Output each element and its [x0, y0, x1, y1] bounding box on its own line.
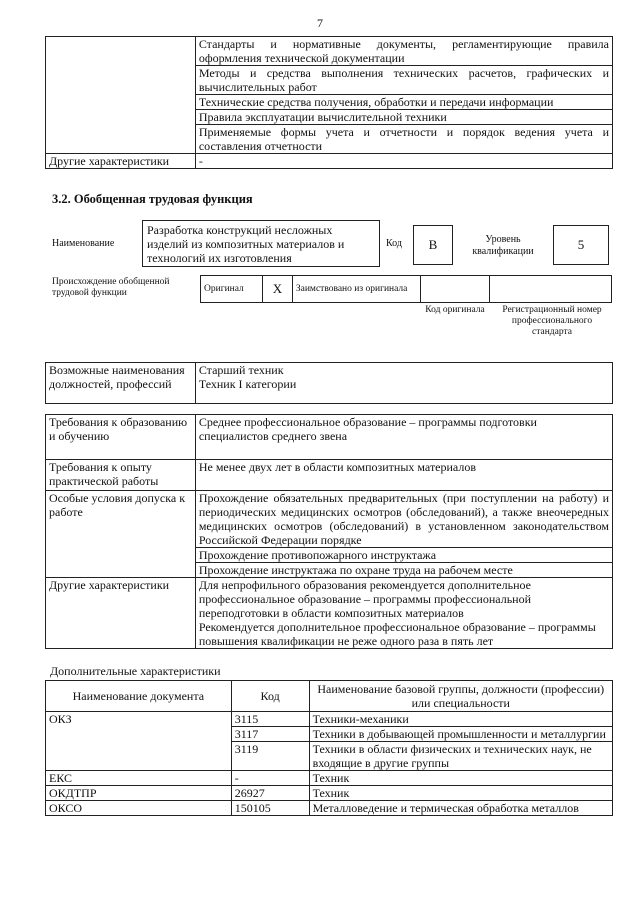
code-cell: 3119 [231, 742, 309, 771]
page-number: 7 [317, 16, 323, 30]
knowledge-item: Стандарты и нормативные документы, регламентирующие правила оформления технической документации [195, 37, 612, 66]
experience-label: Требования к опыту практической работы [46, 460, 196, 491]
header-doc: Наименование документа [46, 681, 232, 712]
function-name-box [142, 220, 380, 267]
table-row [201, 276, 612, 303]
table-row [46, 578, 613, 649]
other-item: Рекомендуется дополнительное профессиональное образование – программы повышения квалификации не реже одного раза в пять лет [198, 620, 596, 648]
doc-cell: ОКСО [46, 801, 232, 816]
other-characteristics-label: Другие характеристики [46, 154, 196, 169]
borrowed-label: Заимствовано из оригинала [292, 276, 420, 303]
name-cell: Техники в области физических и технических наук, не входящие в другие группы [309, 742, 612, 771]
level-label: Уровень квалификации [472, 234, 534, 257]
code-cell: 3117 [231, 727, 309, 742]
origin-table [200, 275, 612, 303]
conditions-item: Прохождение противопожарного инструктажа [195, 548, 612, 563]
code-label: Код [386, 238, 402, 249]
top-knowledge-table [45, 36, 613, 169]
doc-cell: ОКДТПР [46, 786, 232, 801]
conditions-item: Прохождение обязательных предварительных (при поступлении на работу) и периодических медицинских осмотров (обследований), а также внеочередных медицинских осмотров (обследований) в установленном законодательством Российской Федерации порядке [195, 491, 612, 548]
reg-number-cell [490, 276, 612, 303]
experience-value: Не менее двух лет в области композитных материалов [195, 460, 612, 491]
table-row [46, 415, 613, 460]
reg-number-caption: Регистрационный номер профессионального стандарта [502, 305, 602, 337]
doc-cell: ОКЗ [46, 712, 232, 771]
position-item: Старший техник [198, 363, 284, 377]
table-row [46, 771, 613, 786]
knowledge-item: Применяемые формы учета и отчетности и порядок ведения учета и составления отчетности [195, 125, 612, 154]
table-row [46, 801, 613, 816]
header-name: Наименование базовой группы, должности (профессии) или специальности [309, 681, 612, 712]
education-value: Среднее профессиональное образование – программы подготовки специалистов среднего звена [195, 415, 612, 460]
level-value-box [553, 225, 609, 265]
additional-table [45, 680, 613, 816]
header-code: Код [231, 681, 309, 712]
name-cell: Техники-механики [309, 712, 612, 727]
table-row [46, 786, 613, 801]
positions-table [45, 362, 613, 404]
other-label: Другие характеристики [46, 578, 196, 649]
name-cell: Техник [309, 786, 612, 801]
knowledge-item: Технические средства получения, обработки и передачи информации [195, 95, 612, 110]
code-original-cell [420, 276, 490, 303]
name-cell: Техник [309, 771, 612, 786]
code-value: В [428, 237, 438, 252]
table-row [46, 363, 613, 404]
left-cell-empty [46, 37, 196, 154]
origin-label: Происхождение обобщенной трудовой функции [52, 277, 170, 298]
code-cell: 150105 [231, 801, 309, 816]
table-row [46, 491, 613, 548]
table-header-row [46, 681, 613, 712]
table-row [46, 154, 613, 169]
education-label: Требования к образованию и обучению [46, 415, 196, 460]
code-value-box [413, 225, 453, 265]
name-label: Наименование [52, 238, 115, 249]
table-row [46, 712, 613, 727]
original-label: Оригинал [201, 276, 263, 303]
other-values [195, 578, 612, 649]
section-title: 3.2. Обобщенная трудовая функция [52, 192, 253, 206]
original-mark: Х [262, 276, 292, 303]
doc-cell: ЕКС [46, 771, 232, 786]
table-row [46, 37, 613, 66]
level-value: 5 [577, 237, 585, 252]
additional-title: Дополнительные характеристики [50, 664, 221, 678]
code-original-caption: Код оригинала [425, 305, 485, 315]
code-cell: 26927 [231, 786, 309, 801]
positions-values [195, 363, 612, 404]
positions-label: Возможные наименования должностей, профессий [46, 363, 196, 404]
function-name-value: Разработка конструкций несложных изделий из композитных материалов и технологий их изготовления [147, 223, 345, 265]
requirements-table [45, 414, 613, 649]
conditions-label: Особые условия допуска к работе [46, 491, 196, 578]
name-cell: Техники в добывающей промышленности и металлургии [309, 727, 612, 742]
knowledge-item: Методы и средства выполнения технических расчетов, графических и вычислительных работ [195, 66, 612, 95]
other-characteristics-value: - [195, 154, 612, 169]
knowledge-item: Правила эксплуатации вычислительной техники [195, 110, 612, 125]
other-item: Для непрофильного образования рекомендуется дополнительное профессиональное образование – программы профессиональной переподготовки в области композитных материалов [198, 578, 532, 620]
table-row [46, 460, 613, 491]
name-cell: Металловедение и термическая обработка металлов [309, 801, 612, 816]
conditions-item: Прохождение инструктажа по охране труда на рабочем месте [195, 563, 612, 578]
position-item: Техник I категории [198, 377, 297, 391]
code-cell: - [231, 771, 309, 786]
code-cell: 3115 [231, 712, 309, 727]
